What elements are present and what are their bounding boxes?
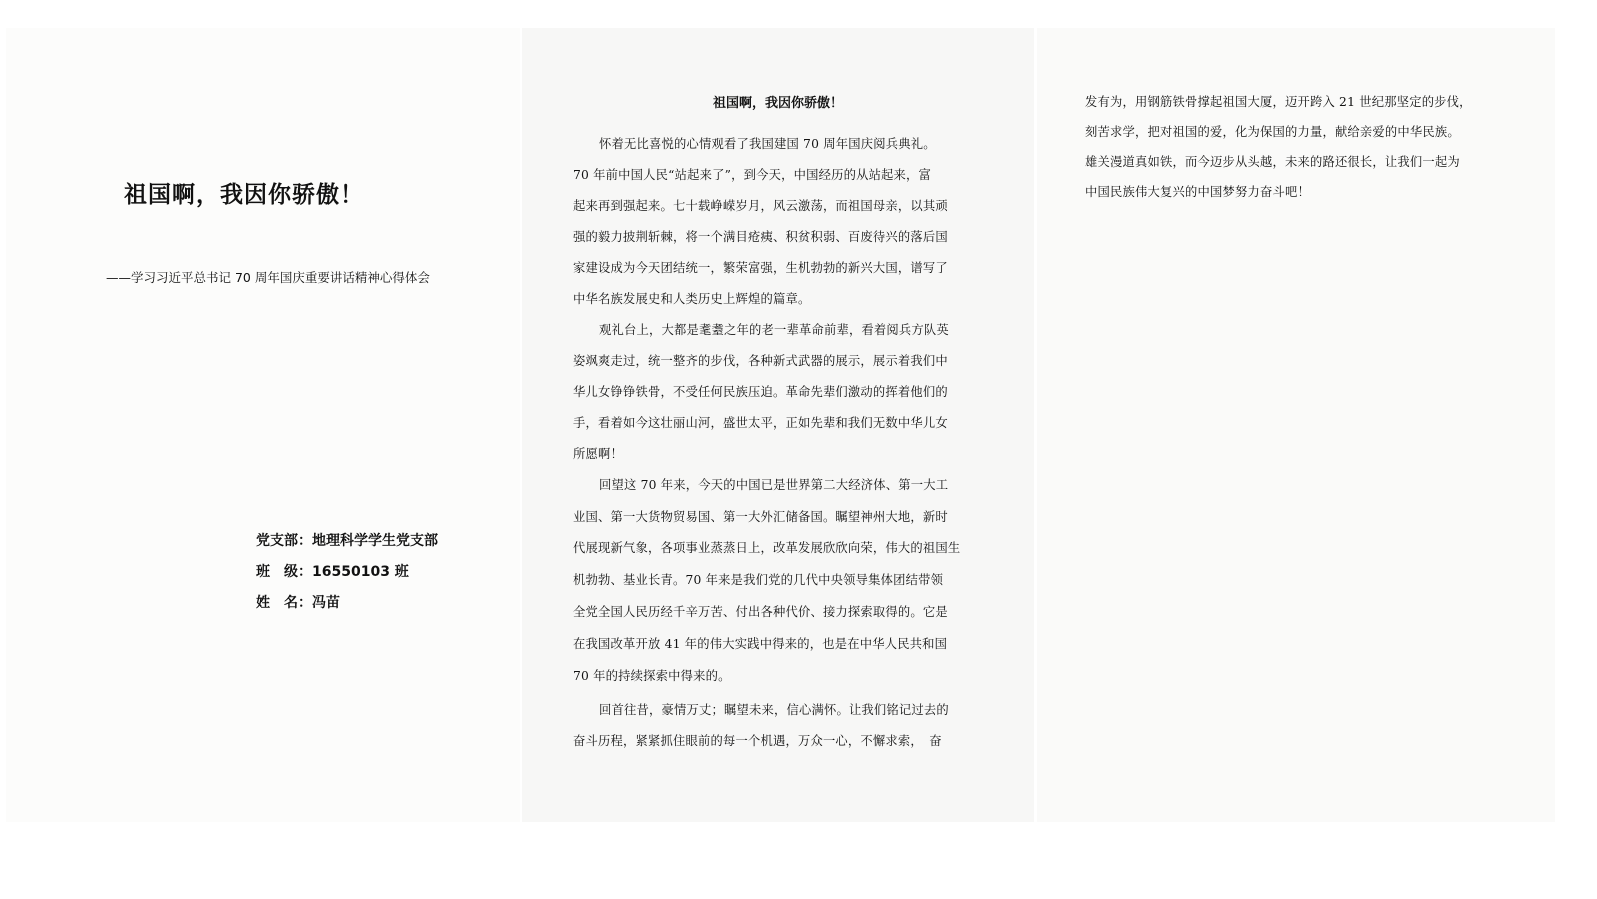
text-line: 中国民族伟大复兴的中国梦努力奋斗吧！ <box>1085 185 1310 199</box>
text-line: 中华名族发展史和人类历史上辉煌的篇章。 <box>573 292 811 306</box>
text-line: 70 年的持续探索中得来的。 <box>573 669 731 683</box>
text-line: 回首往昔，豪情万丈；瞩望未来，信心满怀。让我们铭记过去的 <box>599 703 949 717</box>
text-line: 观礼台上，大都是耄耋之年的老一辈革命前辈，看着阅兵方队英 <box>599 323 949 337</box>
cover-subtitle: ——学习习近平总书记 70 周年国庆重要讲话精神心得体会 <box>106 270 430 285</box>
text-line: 强的毅力披荆斩棘，将一个满目疮痍、积贫积弱、百废待兴的落后国 <box>573 230 948 244</box>
text-line: 发有为，用钢筋铁骨撑起祖国大厦，迈开跨入 21 世纪那坚定的步伐， <box>1085 95 1472 109</box>
text-line: 手，看着如今这壮丽山河，盛世太平，正如先辈和我们无数中华儿女 <box>573 416 948 430</box>
text-line: 70 年前中国人民“站起来了”，到今天，中国经历的从站起来，富 <box>573 168 932 182</box>
text-line: 机勃勃、基业长青。70 年来是我们党的几代中央领导集体团结带领 <box>573 573 944 587</box>
text-line: 回望这 70 年来，今天的中国已是世界第二大经济体、第一大工 <box>599 478 949 492</box>
text-line: 姿飒爽走过，统一整齐的步伐，各种新式武器的展示，展示着我们中 <box>573 354 948 368</box>
text-line: 家建设成为今天团结统一，繁荣富强，生机勃勃的新兴大国，谱写了 <box>573 261 948 275</box>
text-line: 华儿女铮铮铁骨，不受任何民族压迫。革命先辈们激动的挥着他们的 <box>573 385 948 399</box>
cover-page <box>6 28 520 822</box>
text-line: 业国、第一大货物贸易国、第一大外汇储备国。瞩望神州大地，新时 <box>573 510 948 524</box>
party-branch: 党支部：地理科学学生党支部 <box>256 533 438 549</box>
text-line: 全党全国人民历经千辛万苦、付出各种代价、接力探索取得的。它是 <box>573 605 948 619</box>
text-line: 怀着无比喜悦的心情观看了我国建国 70 周年国庆阅兵典礼。 <box>599 137 936 151</box>
essay-page-1 <box>522 28 1034 822</box>
cover-title: 祖国啊，我因你骄傲！ <box>124 182 364 208</box>
class-number: 班 级：16550103 班 <box>256 564 409 580</box>
text-line: 在我国改革开放 41 年的伟大实践中得来的，也是在中华人民共和国 <box>573 637 948 651</box>
text-line: 起来再到强起来。七十载峥嵘岁月，风云激荡，而祖国母亲，以其顽 <box>573 199 948 213</box>
text-line: 刻苦求学，把对祖国的爱，化为保国的力量，献给亲爱的中华民族。 <box>1085 125 1460 139</box>
text-line: 所愿啊！ <box>573 447 623 461</box>
essay-page-2 <box>1037 28 1555 822</box>
text-line: 代展现新气象，各项事业蒸蒸日上，改革发展欣欣向荣，伟大的祖国生 <box>573 541 961 555</box>
essay-title: 祖国啊，我因你骄傲！ <box>712 96 843 111</box>
text-line: 奋斗历程，紧紧抓住眼前的每一个机遇，万众一心，不懈求索， 奋 <box>573 734 942 748</box>
author-name: 姓 名：冯苗 <box>256 595 340 611</box>
text-line: 雄关漫道真如铁，而今迈步从头越，未来的路还很长，让我们一起为 <box>1085 155 1460 169</box>
